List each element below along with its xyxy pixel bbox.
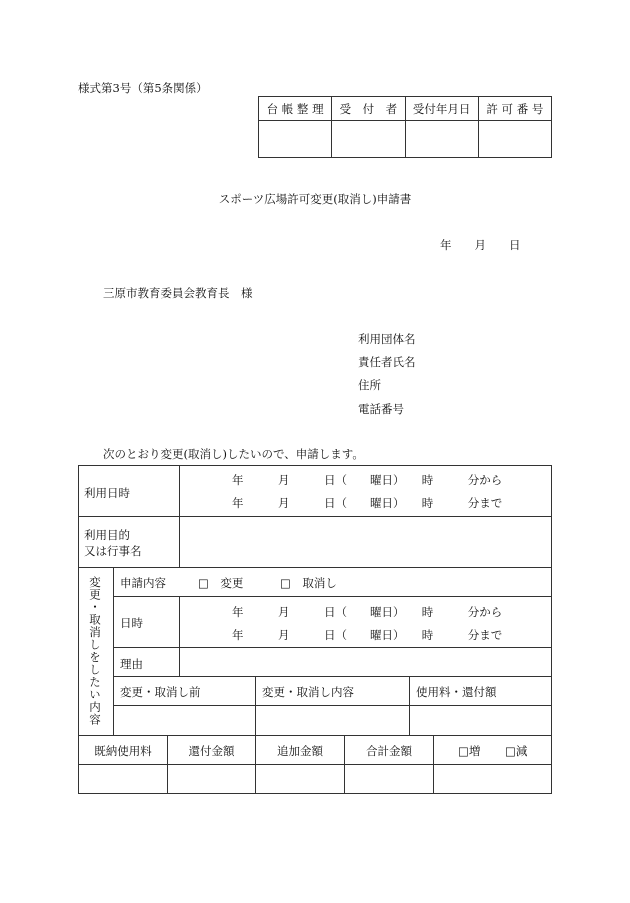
reception-cell-date[interactable] (405, 121, 478, 158)
option-change-checkbox[interactable]: □ 変更 (198, 576, 244, 590)
reason-field[interactable] (180, 648, 551, 676)
change-date-to[interactable]: 年 月 日（ 曜日） 時 分まで (232, 628, 503, 642)
reception-header-ledger: 台 帳 整 理 (259, 97, 332, 121)
reception-header-permit: 許 可 番 号 (478, 97, 551, 121)
datetime-label: 日時 (120, 616, 143, 630)
fee-refund-field[interactable] (410, 706, 551, 735)
paid-fee-field[interactable] (79, 765, 167, 793)
form-number: 様式第3号（第5条関係） (78, 81, 208, 95)
reception-cell-permit[interactable] (478, 121, 551, 158)
change-content-field[interactable] (256, 706, 409, 735)
usage-date-to[interactable]: 年 月 日（ 曜日） 時 分まで (232, 496, 503, 510)
change-content-side-label: 変更・取消しをしたい内容 (88, 576, 102, 726)
increase-decrease-field[interactable] (434, 765, 551, 793)
reception-table (258, 96, 552, 158)
applicant-person-label: 責任者氏名 (358, 355, 416, 369)
change-content-label: 変更・取消し内容 (262, 685, 354, 699)
paid-fee-label: 既納使用料 (94, 744, 152, 758)
change-date-from[interactable]: 年 月 日（ 曜日） 時 分から (232, 605, 503, 619)
page-title: スポーツ広場許可変更(取消し)申請書 (218, 192, 412, 206)
fee-refund-label: 使用料・還付額 (416, 685, 497, 699)
reason-label: 理由 (120, 657, 143, 671)
application-content-label: 申請内容 (120, 576, 166, 590)
total-amount-label: 合計金額 (366, 744, 412, 758)
reception-cell-receiver[interactable] (332, 121, 405, 158)
increase-checkbox[interactable]: □増 (458, 744, 481, 758)
date-line: 年 月 日 (440, 238, 521, 252)
additional-amount-field[interactable] (256, 765, 344, 793)
purpose-label-line2: 又は行事名 (84, 544, 142, 558)
purpose-field[interactable] (180, 517, 551, 567)
usage-date-from[interactable]: 年 月 日（ 曜日） 時 分から (232, 473, 503, 487)
applicant-phone-label: 電話番号 (358, 402, 404, 416)
reception-cell-ledger[interactable] (259, 121, 332, 158)
applicant-org-label: 利用団体名 (358, 332, 416, 346)
decrease-checkbox[interactable]: □減 (505, 744, 528, 758)
reception-header-receiver: 受 付 者 (332, 97, 405, 121)
applicant-address-label: 住所 (358, 378, 381, 392)
before-change-field[interactable] (114, 706, 255, 735)
option-cancel-checkbox[interactable]: □ 取消し (280, 576, 337, 590)
addressee: 三原市教育委員会教育長 様 (103, 286, 253, 300)
purpose-label-line1: 利用目的 (84, 528, 130, 542)
intro-text: 次のとおり変更(取消し)したいので、申請します。 (103, 447, 364, 461)
reception-header-date: 受付年月日 (405, 97, 478, 121)
additional-amount-label: 追加金額 (277, 744, 323, 758)
refund-amount-field[interactable] (168, 765, 255, 793)
before-change-label: 変更・取消し前 (120, 685, 201, 699)
refund-amount-label: 還付金額 (188, 744, 235, 758)
total-amount-field[interactable] (345, 765, 433, 793)
usage-date-label: 利用日時 (84, 486, 130, 500)
